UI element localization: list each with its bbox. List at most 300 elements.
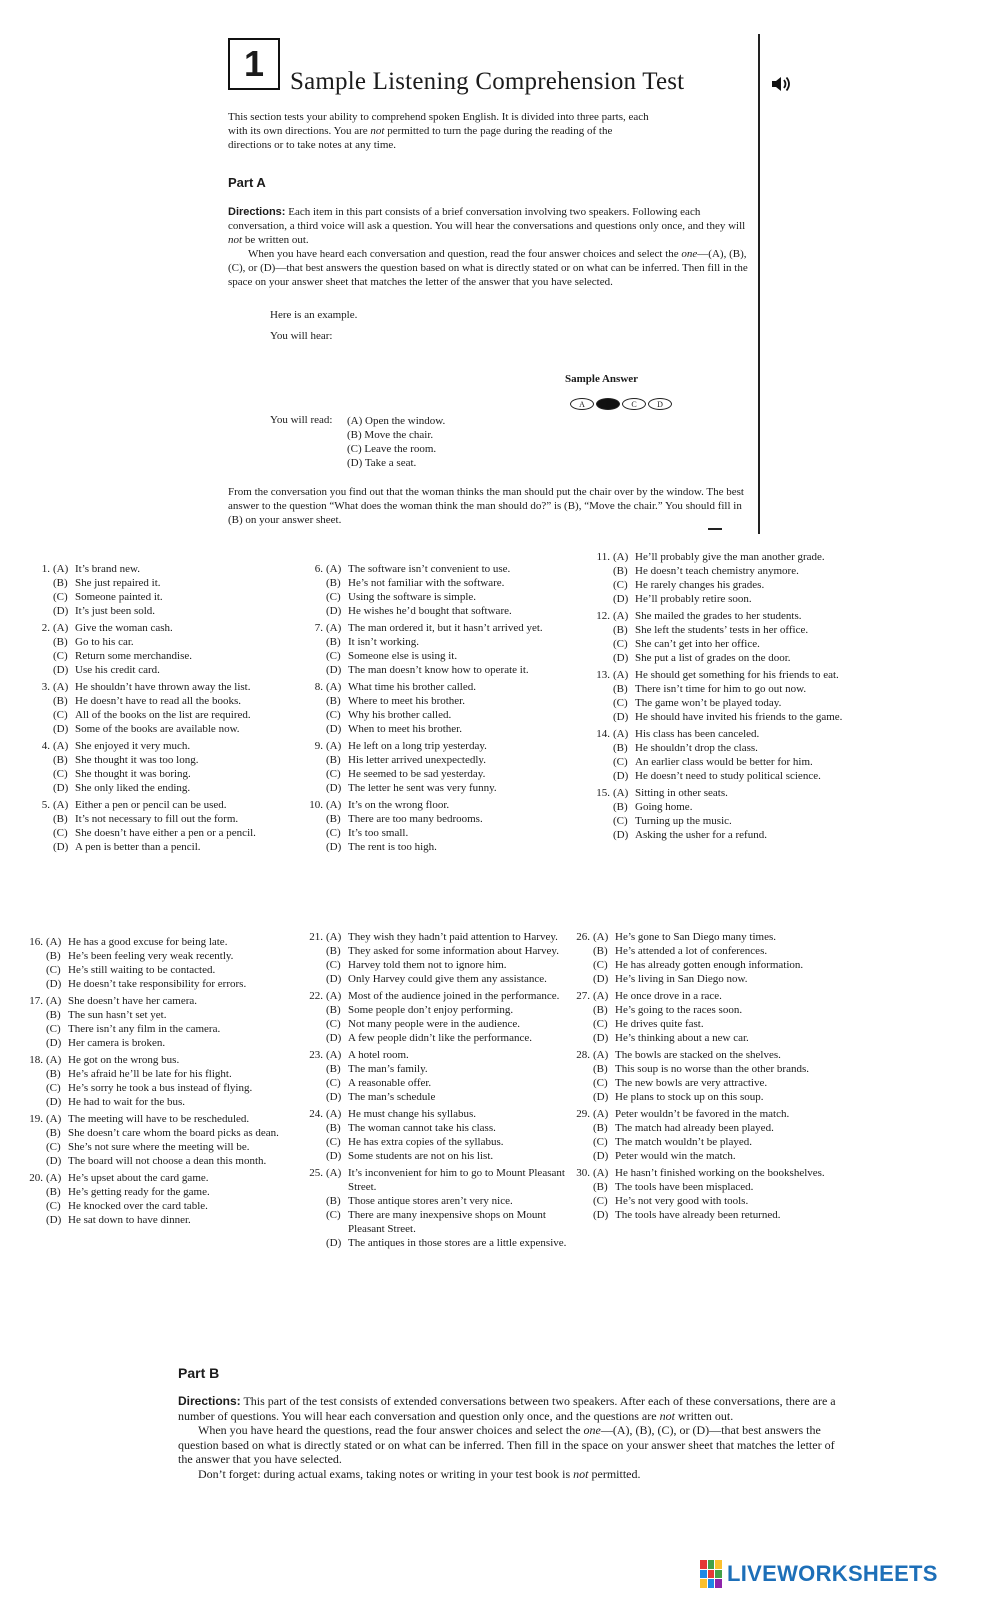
option-text: An earlier class would be better for him.: [635, 756, 813, 768]
question-number: 25.: [309, 1167, 323, 1179]
answer-option: [53, 635, 290, 649]
directions-paragraph: Directions: Each item in this part consists of a brief conversation involving two speakers. Following each conversation, a third voice will ask a question. You will hear the conversations and questions only once, and they will not be written out.: [228, 206, 746, 246]
option-letter: (D): [613, 652, 629, 664]
option-text: She left the students’ tests in her office.: [635, 624, 809, 636]
margin-rule: [758, 34, 760, 534]
option-text: The man’s family.: [348, 1063, 428, 1075]
option-text: He’s living in San Diego now.: [615, 973, 748, 985]
answer-options: [613, 550, 852, 606]
answer-option: [53, 604, 290, 618]
option-text: She doesn’t have her camera.: [68, 995, 197, 1007]
answer-option: [326, 1135, 575, 1149]
intro-line: directions or to take notes at any time.: [228, 139, 397, 151]
question-item: [305, 680, 567, 736]
option-text: The woman cannot take his class.: [348, 1122, 496, 1134]
option-text: Asking the usher for a refund.: [635, 829, 767, 841]
option-letter: (D): [326, 1032, 342, 1044]
option-text: He’s thinking about a new car.: [615, 1032, 749, 1044]
option-letter: (D): [53, 605, 69, 617]
option-letter: (C): [613, 579, 628, 591]
answer-option: [326, 989, 575, 1003]
option-text: He got on the wrong bus.: [68, 1054, 180, 1066]
answer-option: [53, 576, 290, 590]
example-option: (B) Move the chair.: [347, 429, 434, 441]
answer-options: [46, 935, 295, 991]
answer-option: [593, 930, 840, 944]
option-letter: (A): [613, 669, 629, 681]
answer-option: [593, 1180, 840, 1194]
option-letter: (A): [326, 681, 342, 693]
option-letter: (B): [613, 624, 628, 636]
option-letter: (B): [593, 1181, 608, 1193]
answer-option: [326, 562, 567, 576]
option-letter: (A): [53, 681, 69, 693]
answer-option: [613, 755, 852, 769]
answer-bubble-b-filled: B: [596, 398, 620, 410]
question-item: [305, 739, 567, 795]
logo-text: LIVEWORKSHEETS: [727, 1561, 938, 1586]
option-text: It’s inconvenient for him to go to Mount Pleasant Street.: [348, 1167, 565, 1193]
option-text: It’s on the wrong floor.: [348, 799, 450, 811]
answer-option: [593, 1076, 840, 1090]
answer-option: [326, 944, 575, 958]
option-text: Her camera is broken.: [68, 1037, 166, 1049]
option-letter: (A): [613, 728, 629, 740]
answer-option: [326, 958, 575, 972]
question-item: [25, 994, 295, 1050]
option-text: The letter he sent was very funny.: [348, 782, 497, 794]
option-text: He knocked over the card table.: [68, 1200, 208, 1212]
question-number: 14.: [596, 728, 610, 740]
option-letter: (B): [613, 742, 628, 754]
option-letter: (D): [46, 978, 62, 990]
answer-option: [53, 753, 290, 767]
option-letter: (B): [326, 945, 341, 957]
option-letter: (B): [46, 1186, 61, 1198]
intro-line: with its own directions. You are not permitted to turn the page during the reading of the: [228, 125, 613, 137]
answer-option: [326, 1208, 575, 1236]
question-item: [592, 609, 852, 665]
answer-option: [613, 550, 852, 564]
option-text: His letter arrived unexpectedly.: [348, 754, 486, 766]
option-letter: (C): [53, 827, 68, 839]
option-text: The man ordered it, but it hasn’t arrived yet.: [348, 622, 543, 634]
option-letter: (D): [326, 841, 342, 853]
option-letter: (D): [326, 782, 342, 794]
answer-option: [46, 1008, 295, 1022]
question-number: 17.: [29, 995, 43, 1007]
question-item: [572, 1048, 840, 1104]
question-number: 13.: [596, 669, 610, 681]
option-letter: (D): [593, 973, 609, 985]
option-text: The tools have already been returned.: [615, 1209, 781, 1221]
answer-option: [46, 963, 295, 977]
answer-option: [326, 826, 567, 840]
answer-option: [53, 694, 290, 708]
option-text: His class has been canceled.: [635, 728, 760, 740]
question-item: [32, 798, 290, 854]
option-text: He should have invited his friends to the game.: [635, 711, 843, 723]
answer-option: [593, 1090, 840, 1104]
speaker-icon[interactable]: [770, 74, 792, 94]
option-letter: (A): [593, 1167, 609, 1179]
option-letter: (D): [613, 829, 629, 841]
answer-options: [326, 989, 575, 1045]
option-text: He has already gotten enough information.: [615, 959, 804, 971]
question-item: [25, 1112, 295, 1168]
option-text: It’s just been sold.: [75, 605, 156, 617]
option-text: She put a list of grades on the door.: [635, 652, 791, 664]
option-text: Return some merchandise.: [75, 650, 192, 662]
question-number: 20.: [29, 1172, 43, 1184]
option-letter: (D): [613, 593, 629, 605]
option-letter: (C): [46, 964, 61, 976]
option-letter: (B): [53, 754, 68, 766]
option-letter: (A): [46, 1113, 62, 1125]
question-number: 12.: [596, 610, 610, 622]
option-letter: (B): [53, 636, 68, 648]
section-number: 1: [243, 43, 265, 84]
answer-option: [593, 1135, 840, 1149]
answer-option: [613, 682, 852, 696]
answer-option: [46, 1095, 295, 1109]
answer-option: [326, 1062, 575, 1076]
option-letter: (C): [593, 959, 608, 971]
question-number: 5.: [41, 799, 50, 811]
option-text: Some people don’t enjoy performing.: [348, 1004, 514, 1016]
option-letter: (C): [613, 697, 628, 709]
answer-option: [613, 668, 852, 682]
answer-option: [326, 694, 567, 708]
answer-options: [326, 621, 567, 677]
option-letter: (B): [326, 1195, 341, 1207]
answer-option: [593, 1166, 840, 1180]
option-letter: (A): [53, 563, 69, 575]
answer-option: [326, 781, 567, 795]
answer-options: [53, 739, 290, 795]
option-letter: (B): [326, 1004, 341, 1016]
option-letter: (C): [613, 756, 628, 768]
option-letter: (D): [593, 1209, 609, 1221]
answer-option: [53, 621, 290, 635]
option-text: She doesn’t have either a pen or a pencil.: [75, 827, 256, 839]
option-letter: (A): [613, 787, 629, 799]
option-letter: (C): [593, 1136, 608, 1148]
option-letter: (C): [53, 768, 68, 780]
sample-answer-label: Sample Answer: [565, 373, 639, 385]
question-item: [25, 935, 295, 991]
question-number: 9.: [314, 740, 323, 752]
option-letter: (C): [593, 1077, 608, 1089]
answer-option: [46, 1053, 295, 1067]
question-number: 7.: [314, 622, 323, 634]
option-text: Either a pen or pencil can be used.: [75, 799, 227, 811]
directions-paragraph: When you have heard the questions, read the four answer choices and select the one—(A), (B), (C), or (D)—that best answers the question based on what is directly stated or on what can be inferred. Then fill in the space on your answer sheet that matches the letter of the answer that you have selected.: [178, 1423, 835, 1466]
answer-option: [53, 708, 290, 722]
answer-options: [53, 621, 290, 677]
question-number: 19.: [29, 1113, 43, 1125]
option-text: There are too many bedrooms.: [348, 813, 483, 825]
example-options: [347, 414, 445, 470]
question-number: 8.: [314, 681, 323, 693]
example-intro: Here is an example.: [270, 309, 358, 321]
option-text: He must change his syllabus.: [348, 1108, 477, 1120]
question-item: [25, 1053, 295, 1109]
answer-options: [46, 1053, 295, 1109]
option-text: She thought it was too long.: [75, 754, 199, 766]
question-number: 27.: [576, 990, 590, 1002]
answer-option: [46, 1154, 295, 1168]
option-letter: (C): [326, 591, 341, 603]
option-text: This soup is no worse than the other brands.: [615, 1063, 809, 1075]
question-number: 30.: [576, 1167, 590, 1179]
option-text: The game won’t be played today.: [635, 697, 782, 709]
option-letter: (D): [326, 1150, 342, 1162]
option-text: Harvey told them not to ignore him.: [348, 959, 507, 971]
answer-options: [326, 562, 567, 618]
answer-option: [593, 1062, 840, 1076]
option-text: The new bowls are very attractive.: [615, 1077, 768, 1089]
option-letter: (C): [53, 650, 68, 662]
answer-option: [53, 739, 290, 753]
answer-options: [613, 727, 852, 783]
option-letter: (B): [593, 1004, 608, 1016]
option-letter: (D): [53, 664, 69, 676]
answer-option: [53, 722, 290, 736]
answer-options: [326, 798, 567, 854]
answer-options: [593, 1166, 840, 1222]
option-text: Peter would win the match.: [615, 1150, 736, 1162]
option-text: Most of the audience joined in the performance.: [348, 990, 560, 1002]
option-text: He’s sorry he took a bus instead of flying.: [68, 1082, 253, 1094]
answer-options: [46, 1112, 295, 1168]
answer-option: [53, 798, 290, 812]
option-text: He’s attended a lot of conferences.: [615, 945, 768, 957]
option-text: All of the books on the list are required.: [75, 709, 251, 721]
option-text: The board will not choose a dean this month.: [68, 1155, 267, 1167]
answer-option: [613, 727, 852, 741]
section-number-box: [228, 38, 280, 90]
answer-option: [326, 1149, 575, 1163]
question-item: [572, 1166, 840, 1222]
option-letter: (A): [326, 990, 342, 1002]
answer-option: [613, 651, 852, 665]
option-letter: (B): [326, 636, 341, 648]
option-letter: (D): [326, 605, 342, 617]
option-text: He’s upset about the card game.: [68, 1172, 209, 1184]
option-letter: (C): [326, 1136, 341, 1148]
option-letter: (C): [613, 638, 628, 650]
option-text: He left on a long trip yesterday.: [348, 740, 487, 752]
answer-option: [326, 649, 567, 663]
example-option: (D) Take a seat.: [347, 457, 417, 469]
answer-options: [46, 1171, 295, 1227]
option-letter: (B): [593, 1063, 608, 1075]
option-text: She doesn’t care whom the board picks as dean.: [68, 1127, 279, 1139]
option-text: He seemed to be sad yesterday.: [348, 768, 486, 780]
question-item: [592, 668, 852, 724]
option-text: He’s getting ready for the game.: [68, 1186, 210, 1198]
answer-option: [593, 1048, 840, 1062]
question-item: [305, 1166, 575, 1250]
question-number: 11.: [596, 551, 610, 563]
answer-option: [326, 1048, 575, 1062]
option-text: He’ll probably retire soon.: [635, 593, 752, 605]
answer-option: [326, 1121, 575, 1135]
answer-option: [593, 1017, 840, 1031]
question-item: [572, 1107, 840, 1163]
option-letter: (D): [326, 664, 342, 676]
option-text: The software isn’t convenient to use.: [348, 563, 511, 575]
answer-option: [46, 1112, 295, 1126]
option-text: It’s not necessary to fill out the form.: [75, 813, 239, 825]
option-text: The match had already been played.: [615, 1122, 774, 1134]
option-text: They wish they hadn’t paid attention to Harvey.: [348, 931, 558, 943]
answer-option: [613, 578, 852, 592]
option-letter: (B): [326, 813, 341, 825]
option-letter: (B): [326, 577, 341, 589]
option-text: He has extra copies of the syllabus.: [348, 1136, 504, 1148]
question-item: [592, 550, 852, 606]
answer-options: [593, 989, 840, 1045]
intro-line: This section tests your ability to comprehend spoken English. It is divided into three parts, each: [228, 111, 649, 123]
answer-option: [613, 710, 852, 724]
option-text: He’s not familiar with the software.: [348, 577, 505, 589]
answer-option: [46, 1036, 295, 1050]
option-text: He shouldn’t have thrown away the list.: [75, 681, 251, 693]
option-letter: (A): [326, 1167, 342, 1179]
option-letter: (D): [326, 1091, 342, 1103]
option-letter: (D): [53, 841, 69, 853]
option-letter: (A): [593, 1108, 609, 1120]
option-text: She mailed the grades to her students.: [635, 610, 802, 622]
option-letter: (B): [613, 565, 628, 577]
option-letter: (A): [593, 1049, 609, 1061]
option-text: Someone else is using it.: [348, 650, 458, 662]
option-text: He’s going to the races soon.: [615, 1004, 743, 1016]
answer-bubble-c: C: [622, 398, 646, 410]
question-number: 1.: [41, 563, 50, 575]
option-text: The tools have been misplaced.: [615, 1181, 754, 1193]
answer-option: [613, 741, 852, 755]
option-letter: (D): [613, 711, 629, 723]
option-text: He’s afraid he’ll be late for his flight.: [68, 1068, 232, 1080]
answer-option: [326, 663, 567, 677]
answer-option: [593, 1121, 840, 1135]
question-item: [305, 798, 567, 854]
option-text: The rent is too high.: [348, 841, 437, 853]
option-text: She only liked the ending.: [75, 782, 191, 794]
answer-options: [326, 739, 567, 795]
answer-option: [593, 1149, 840, 1163]
option-text: There are many inexpensive shops on Mount Pleasant Street.: [348, 1209, 546, 1235]
page-title: Sample Listening Comprehension Test: [290, 68, 685, 95]
option-text: The match wouldn’t be played.: [615, 1136, 752, 1148]
option-text: He’s not very good with tools.: [615, 1195, 749, 1207]
question-number: 21.: [309, 931, 323, 943]
answer-option: [613, 769, 852, 783]
option-letter: (B): [46, 1127, 61, 1139]
answer-option: [326, 604, 567, 618]
answer-option: [326, 1236, 575, 1250]
answer-option: [593, 1107, 840, 1121]
option-letter: (A): [46, 1172, 62, 1184]
answer-option: [326, 812, 567, 826]
part-a-heading: Part A: [228, 175, 266, 190]
answer-option: [326, 1166, 575, 1194]
option-text: They asked for some information about Harvey.: [348, 945, 559, 957]
answer-option: [326, 635, 567, 649]
option-letter: (A): [53, 622, 69, 634]
answer-option: [613, 786, 852, 800]
option-letter: (B): [593, 1122, 608, 1134]
answer-option: [326, 930, 575, 944]
question-item: [592, 727, 852, 783]
you-will-read-label: You will read:: [270, 414, 333, 426]
option-text: He doesn’t have to read all the books.: [75, 695, 241, 707]
option-letter: (A): [53, 740, 69, 752]
answer-options: [326, 930, 575, 986]
answer-bubble-d: D: [648, 398, 672, 410]
option-text: Give the woman cash.: [75, 622, 173, 634]
option-letter: (B): [326, 754, 341, 766]
option-letter: (D): [46, 1155, 62, 1167]
answer-option: [326, 590, 567, 604]
answer-option: [326, 722, 567, 736]
option-text: She just repaired it.: [75, 577, 161, 589]
option-text: The man’s schedule: [348, 1091, 436, 1103]
option-text: Sitting in other seats.: [635, 787, 728, 799]
question-number: 3.: [41, 681, 50, 693]
option-letter: (C): [326, 1209, 341, 1221]
answer-options: [326, 1166, 575, 1250]
option-letter: (C): [326, 1018, 341, 1030]
example-explanation: From the conversation you find out that the woman thinks the man should put the chair over by the window. The best answer to the question “What does the woman think the man should do?” is (B), “Move the chair.” You should fill in (B) on your answer sheet.: [228, 486, 744, 526]
option-text: She can’t get into her office.: [635, 638, 760, 650]
option-text: The meeting will have to be rescheduled.: [68, 1113, 250, 1125]
answer-option: [46, 977, 295, 991]
question-item: [305, 989, 575, 1045]
option-letter: (C): [593, 1195, 608, 1207]
answer-options: [46, 994, 295, 1050]
answer-option: [326, 1031, 575, 1045]
question-item: [572, 930, 840, 986]
option-text: Using the software is simple.: [348, 591, 477, 603]
option-text: He drives quite fast.: [615, 1018, 704, 1030]
option-letter: (C): [53, 591, 68, 603]
answer-option: [53, 663, 290, 677]
questions-column-2: [305, 562, 567, 857]
question-number: 15.: [596, 787, 610, 799]
option-letter: (A): [326, 931, 342, 943]
question-item: [305, 562, 567, 618]
answer-option: [613, 637, 852, 651]
question-number: 10.: [309, 799, 323, 811]
option-letter: (B): [326, 695, 341, 707]
answer-option: [613, 814, 852, 828]
answer-option: [46, 1126, 295, 1140]
option-text: The antiques in those stores are a little expensive.: [348, 1237, 567, 1249]
option-letter: (C): [593, 1018, 608, 1030]
option-text: A few people didn’t like the performance.: [348, 1032, 532, 1044]
option-letter: (C): [326, 709, 341, 721]
questions-column-3: [592, 550, 852, 845]
option-letter: (D): [593, 1032, 609, 1044]
question-item: [32, 562, 290, 618]
option-text: He sat down to have dinner.: [68, 1214, 191, 1226]
answer-option: [46, 1185, 295, 1199]
option-letter: (A): [46, 936, 62, 948]
